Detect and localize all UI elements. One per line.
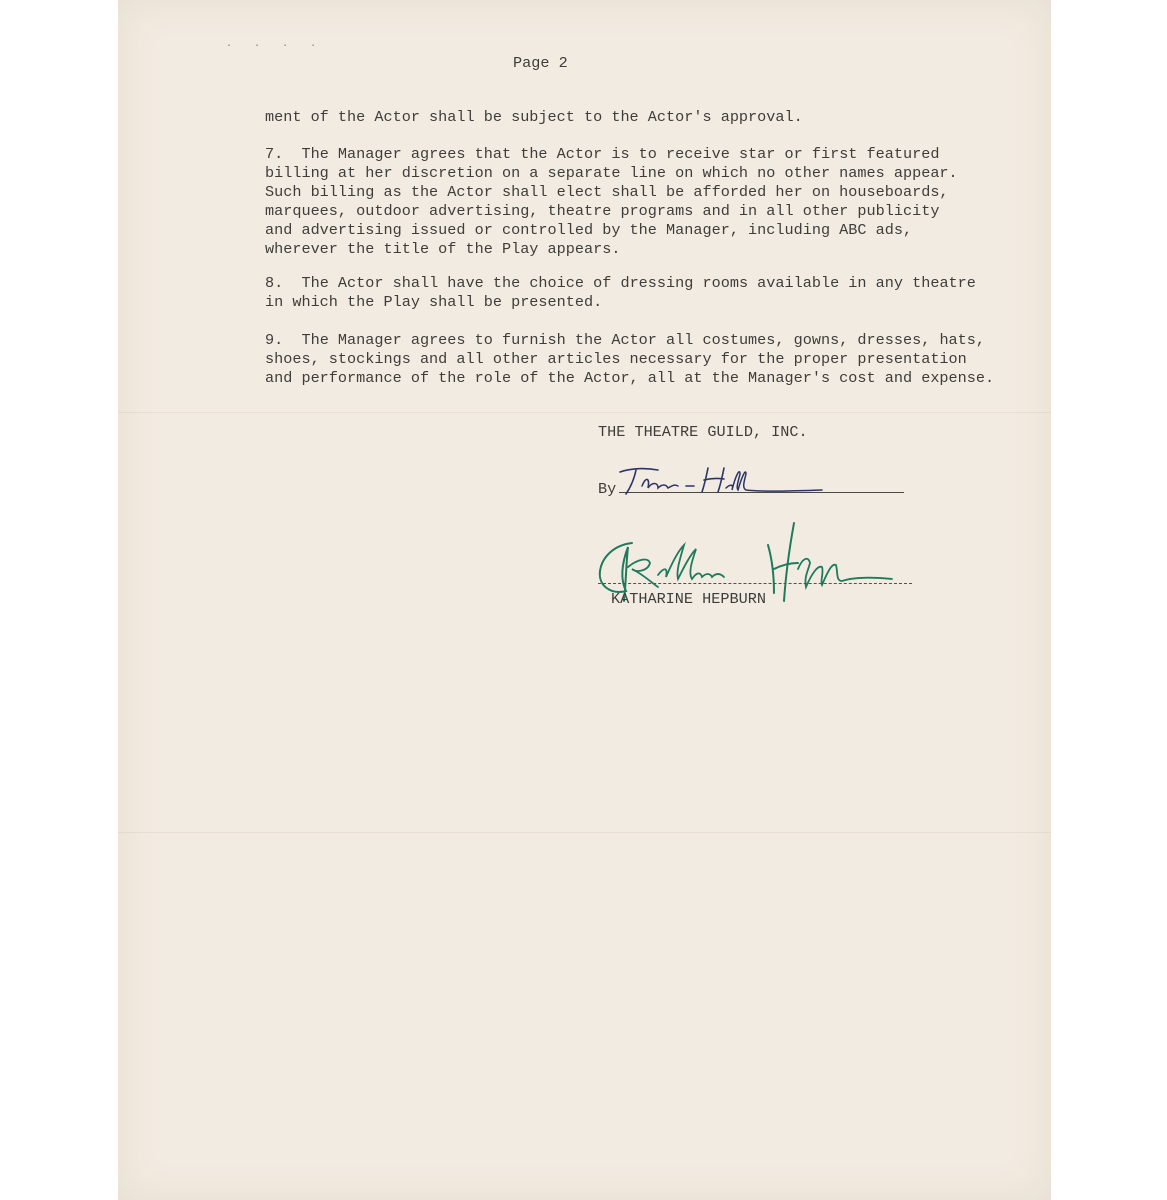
clause-number: 7. — [265, 145, 284, 163]
clause-number: 8. — [265, 274, 284, 292]
actor-name: KATHARINE HEPBURN — [611, 590, 766, 608]
clause-line: Such billing as the Actor shall elect shall be afforded her on houseboards, — [265, 183, 949, 201]
continued-text: ment of the Actor shall be subject to the Actor's approval. — [265, 108, 803, 126]
clause-line: shoes, stockings and all other articles necessary for the proper presentation — [265, 350, 967, 368]
paper-specks: . . . . — [226, 38, 325, 49]
clause-line: wherever the title of the Play appears. — [265, 240, 621, 258]
clause-line: and performance of the role of the Actor, all at the Manager's cost and expense. — [265, 369, 995, 387]
clause-line: and advertising issued or controlled by the Manager, including ABC ads, — [265, 221, 913, 239]
clause-8 — [265, 274, 976, 312]
clause-line: marquees, outdoor advertising, theatre programs and in all other publicity — [265, 202, 940, 220]
clause-9 — [265, 331, 994, 388]
by-label: By — [598, 480, 617, 498]
company-name: THE THEATRE GUILD, INC. — [598, 423, 808, 441]
fold-line — [118, 412, 1051, 413]
fold-line — [118, 832, 1051, 833]
page-number: Page 2 — [513, 54, 568, 72]
manager-signature — [612, 462, 842, 502]
clause-line: in which the Play shall be presented. — [265, 293, 603, 311]
clause-line: billing at her discretion on a separate line on which no other names appear. — [265, 164, 958, 182]
clause-7 — [265, 145, 958, 259]
clause-line: The Manager agrees that the Actor is to receive star or first featured — [301, 145, 940, 163]
actor-signature-line — [598, 583, 912, 584]
clause-line: The Actor shall have the choice of dressing rooms available in any theatre — [301, 274, 976, 292]
clause-number: 9. — [265, 331, 284, 349]
clause-line: The Manager agrees to furnish the Actor all costumes, gowns, dresses, hats, — [301, 331, 986, 349]
